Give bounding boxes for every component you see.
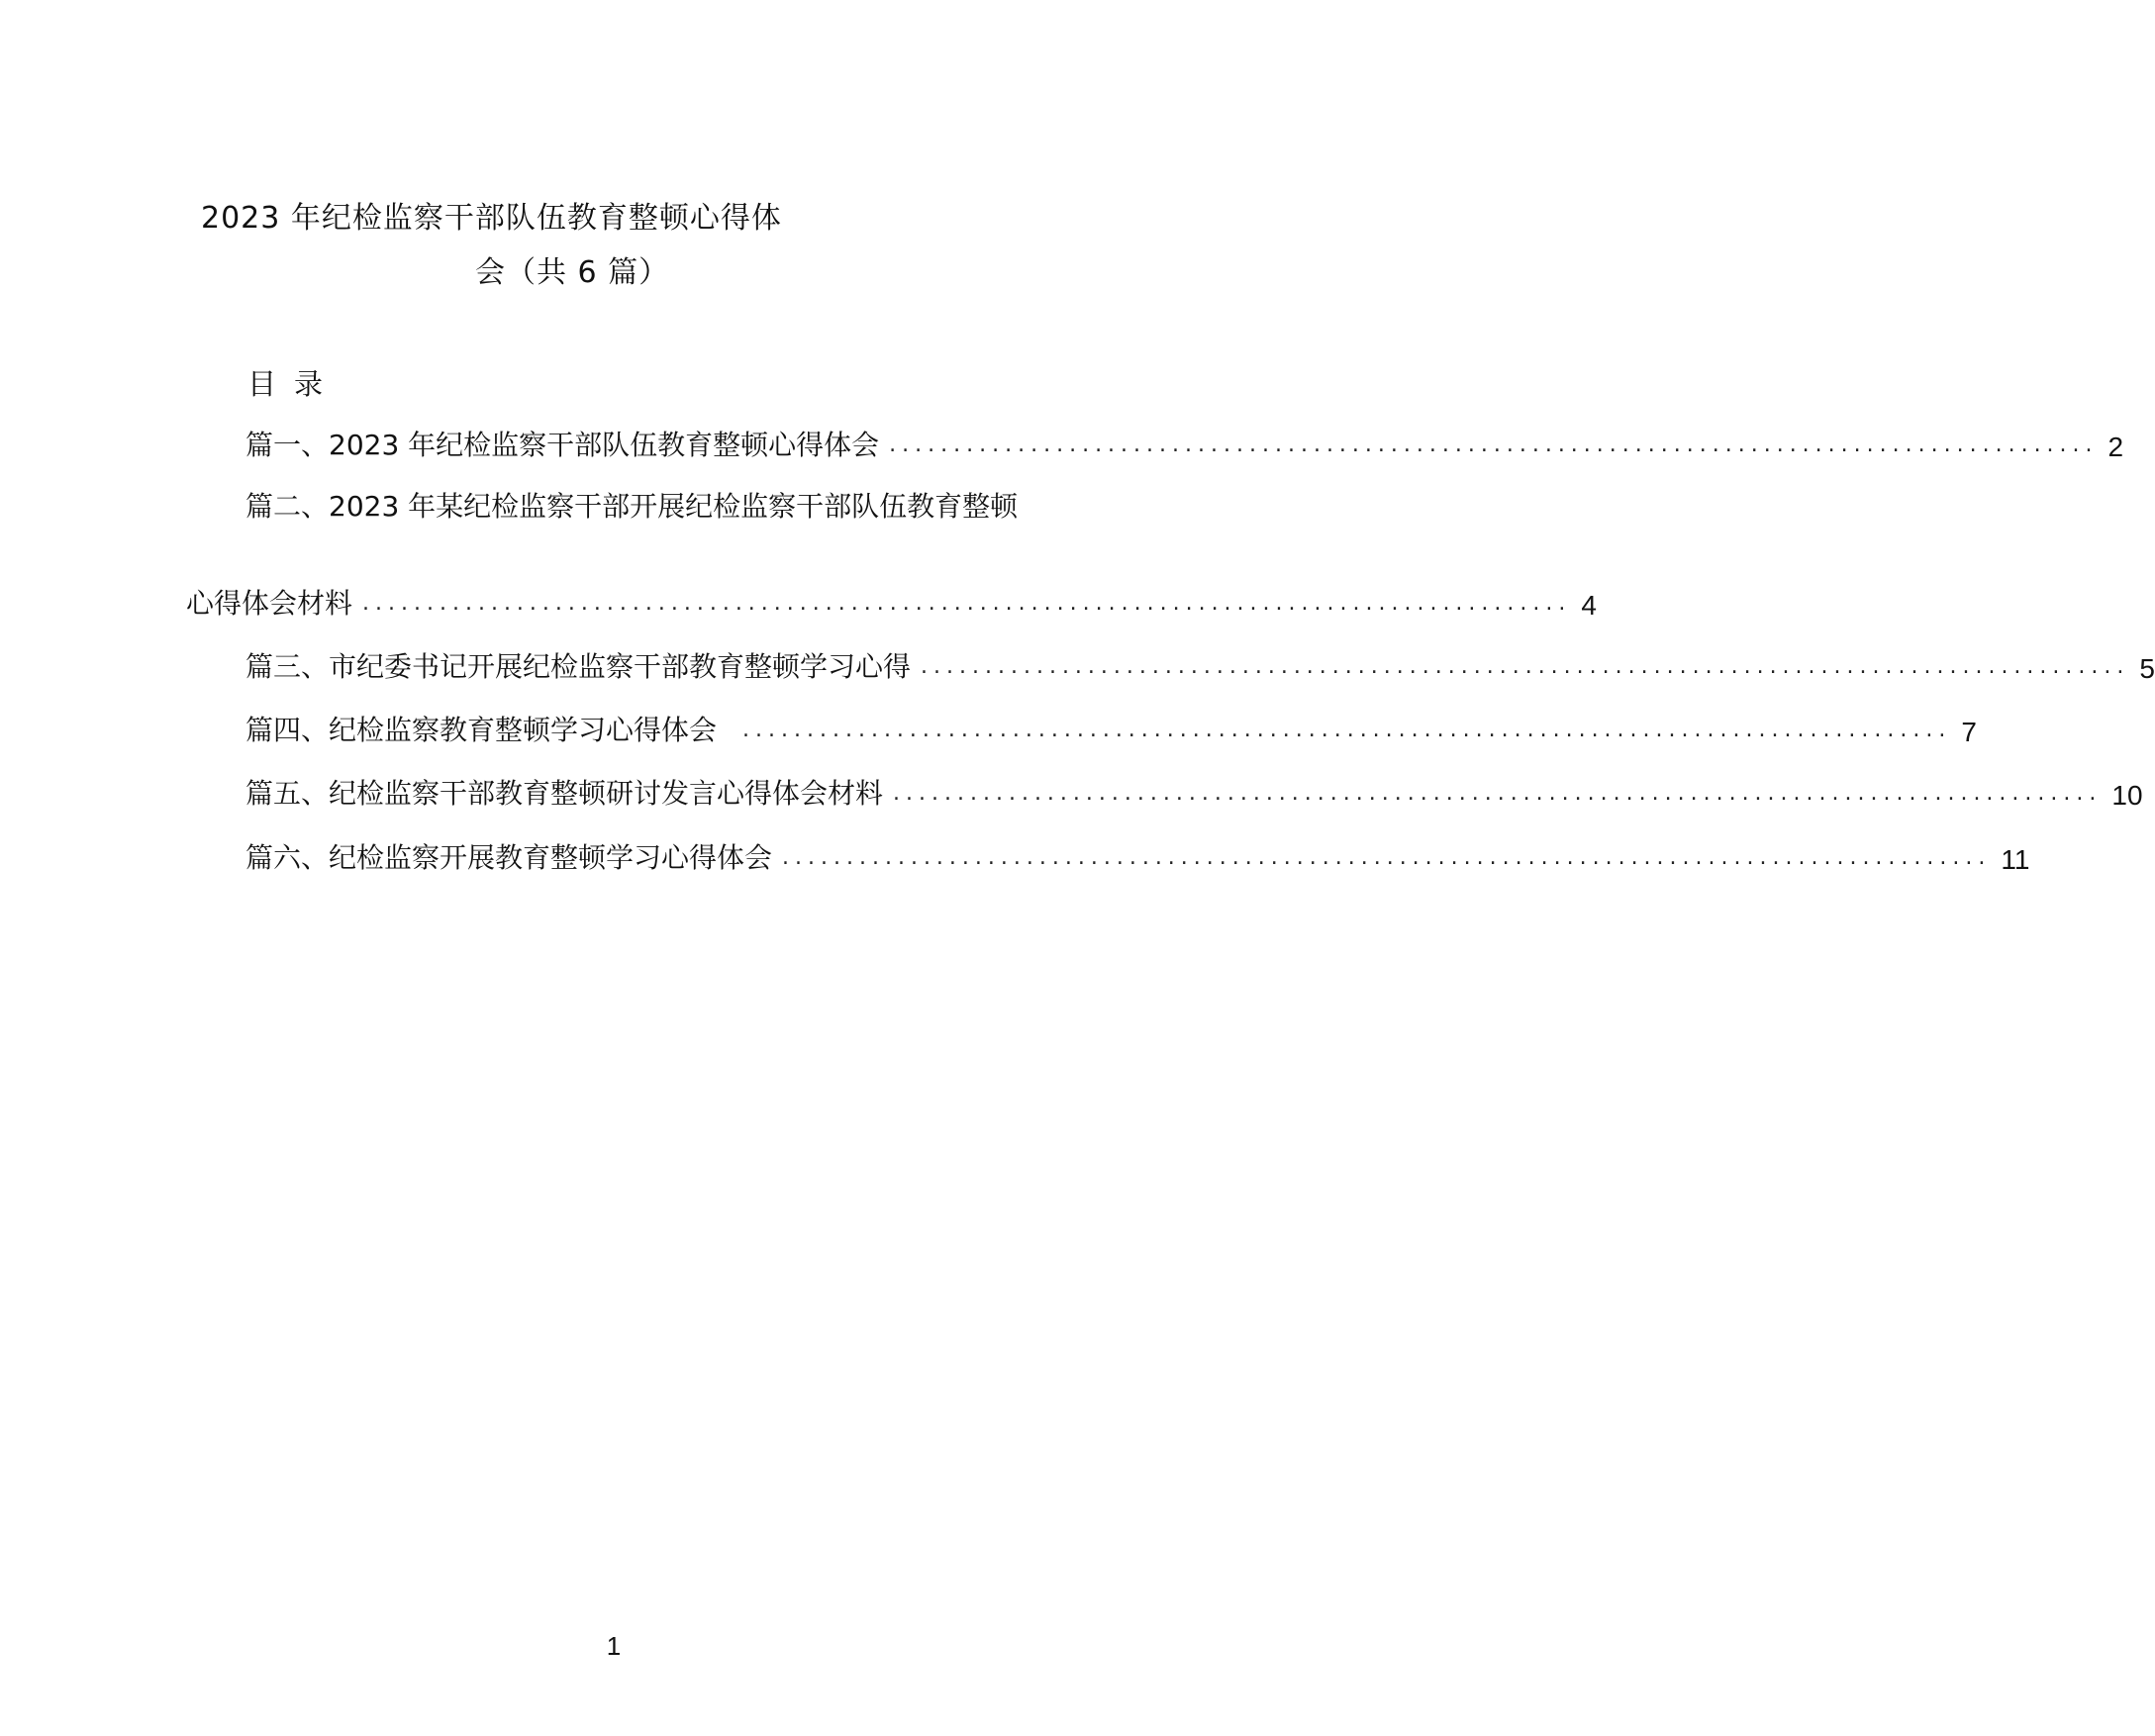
document-title-line1: 2023 年纪检监察干部队伍教育整顿心得体 bbox=[201, 201, 782, 236]
toc-entry-label: 篇六、纪检监察开展教育整顿学习心得体会 bbox=[245, 841, 773, 874]
page-number: 1 bbox=[606, 1631, 622, 1661]
toc-leader-dots: .............................................................................................. bbox=[893, 781, 2103, 806]
toc-entry-page: 5 bbox=[2139, 653, 2155, 684]
toc-leader-dots: .............................................................................................. bbox=[921, 654, 2130, 679]
toc-entry-label: 篇一、2023 年纪检监察干部队伍教育整顿心得体会 bbox=[245, 429, 880, 461]
toc-entry-3[interactable] bbox=[245, 645, 2155, 685]
toc-entry-label: 篇四、纪检监察教育整顿学习心得体会 bbox=[245, 714, 718, 746]
document-title-line2: 会（共 6 篇） bbox=[475, 255, 670, 290]
toc-heading: 目录 bbox=[247, 367, 342, 401]
toc-leader-dots: .............................................................................................. bbox=[362, 591, 1572, 616]
toc-entry-4[interactable] bbox=[245, 709, 1977, 748]
toc-leader-dots: .............................................................................................. bbox=[889, 433, 2099, 457]
toc-entry-page: 4 bbox=[1581, 590, 1597, 621]
toc-entry-2-first-line[interactable]: 篇二、2023 年某纪检监察干部开展纪检监察干部队伍教育整顿 bbox=[245, 490, 1019, 523]
toc-entry-page: 10 bbox=[2111, 780, 2143, 811]
toc-entry-page: 7 bbox=[1961, 717, 1977, 747]
toc-entry-label: 篇五、纪检监察干部教育整顿研讨发言心得体会材料 bbox=[245, 777, 884, 810]
toc-entry-1[interactable] bbox=[245, 424, 2124, 463]
toc-entry-label: 心得体会材料 bbox=[186, 587, 353, 620]
toc-entry-page: 11 bbox=[2001, 844, 2030, 875]
toc-entry-page: 2 bbox=[2107, 432, 2124, 462]
toc-leader-dots: .............................................................................................. bbox=[742, 718, 1952, 742]
toc-entry-5[interactable] bbox=[245, 772, 2143, 812]
toc-entry-2-continuation[interactable] bbox=[186, 582, 1597, 622]
toc-entry-6[interactable] bbox=[245, 836, 2030, 876]
toc-entry-label: 篇三、市纪委书记开展纪检监察干部教育整顿学习心得 bbox=[245, 650, 912, 683]
toc-leader-dots: .............................................................................................. bbox=[782, 845, 1992, 870]
